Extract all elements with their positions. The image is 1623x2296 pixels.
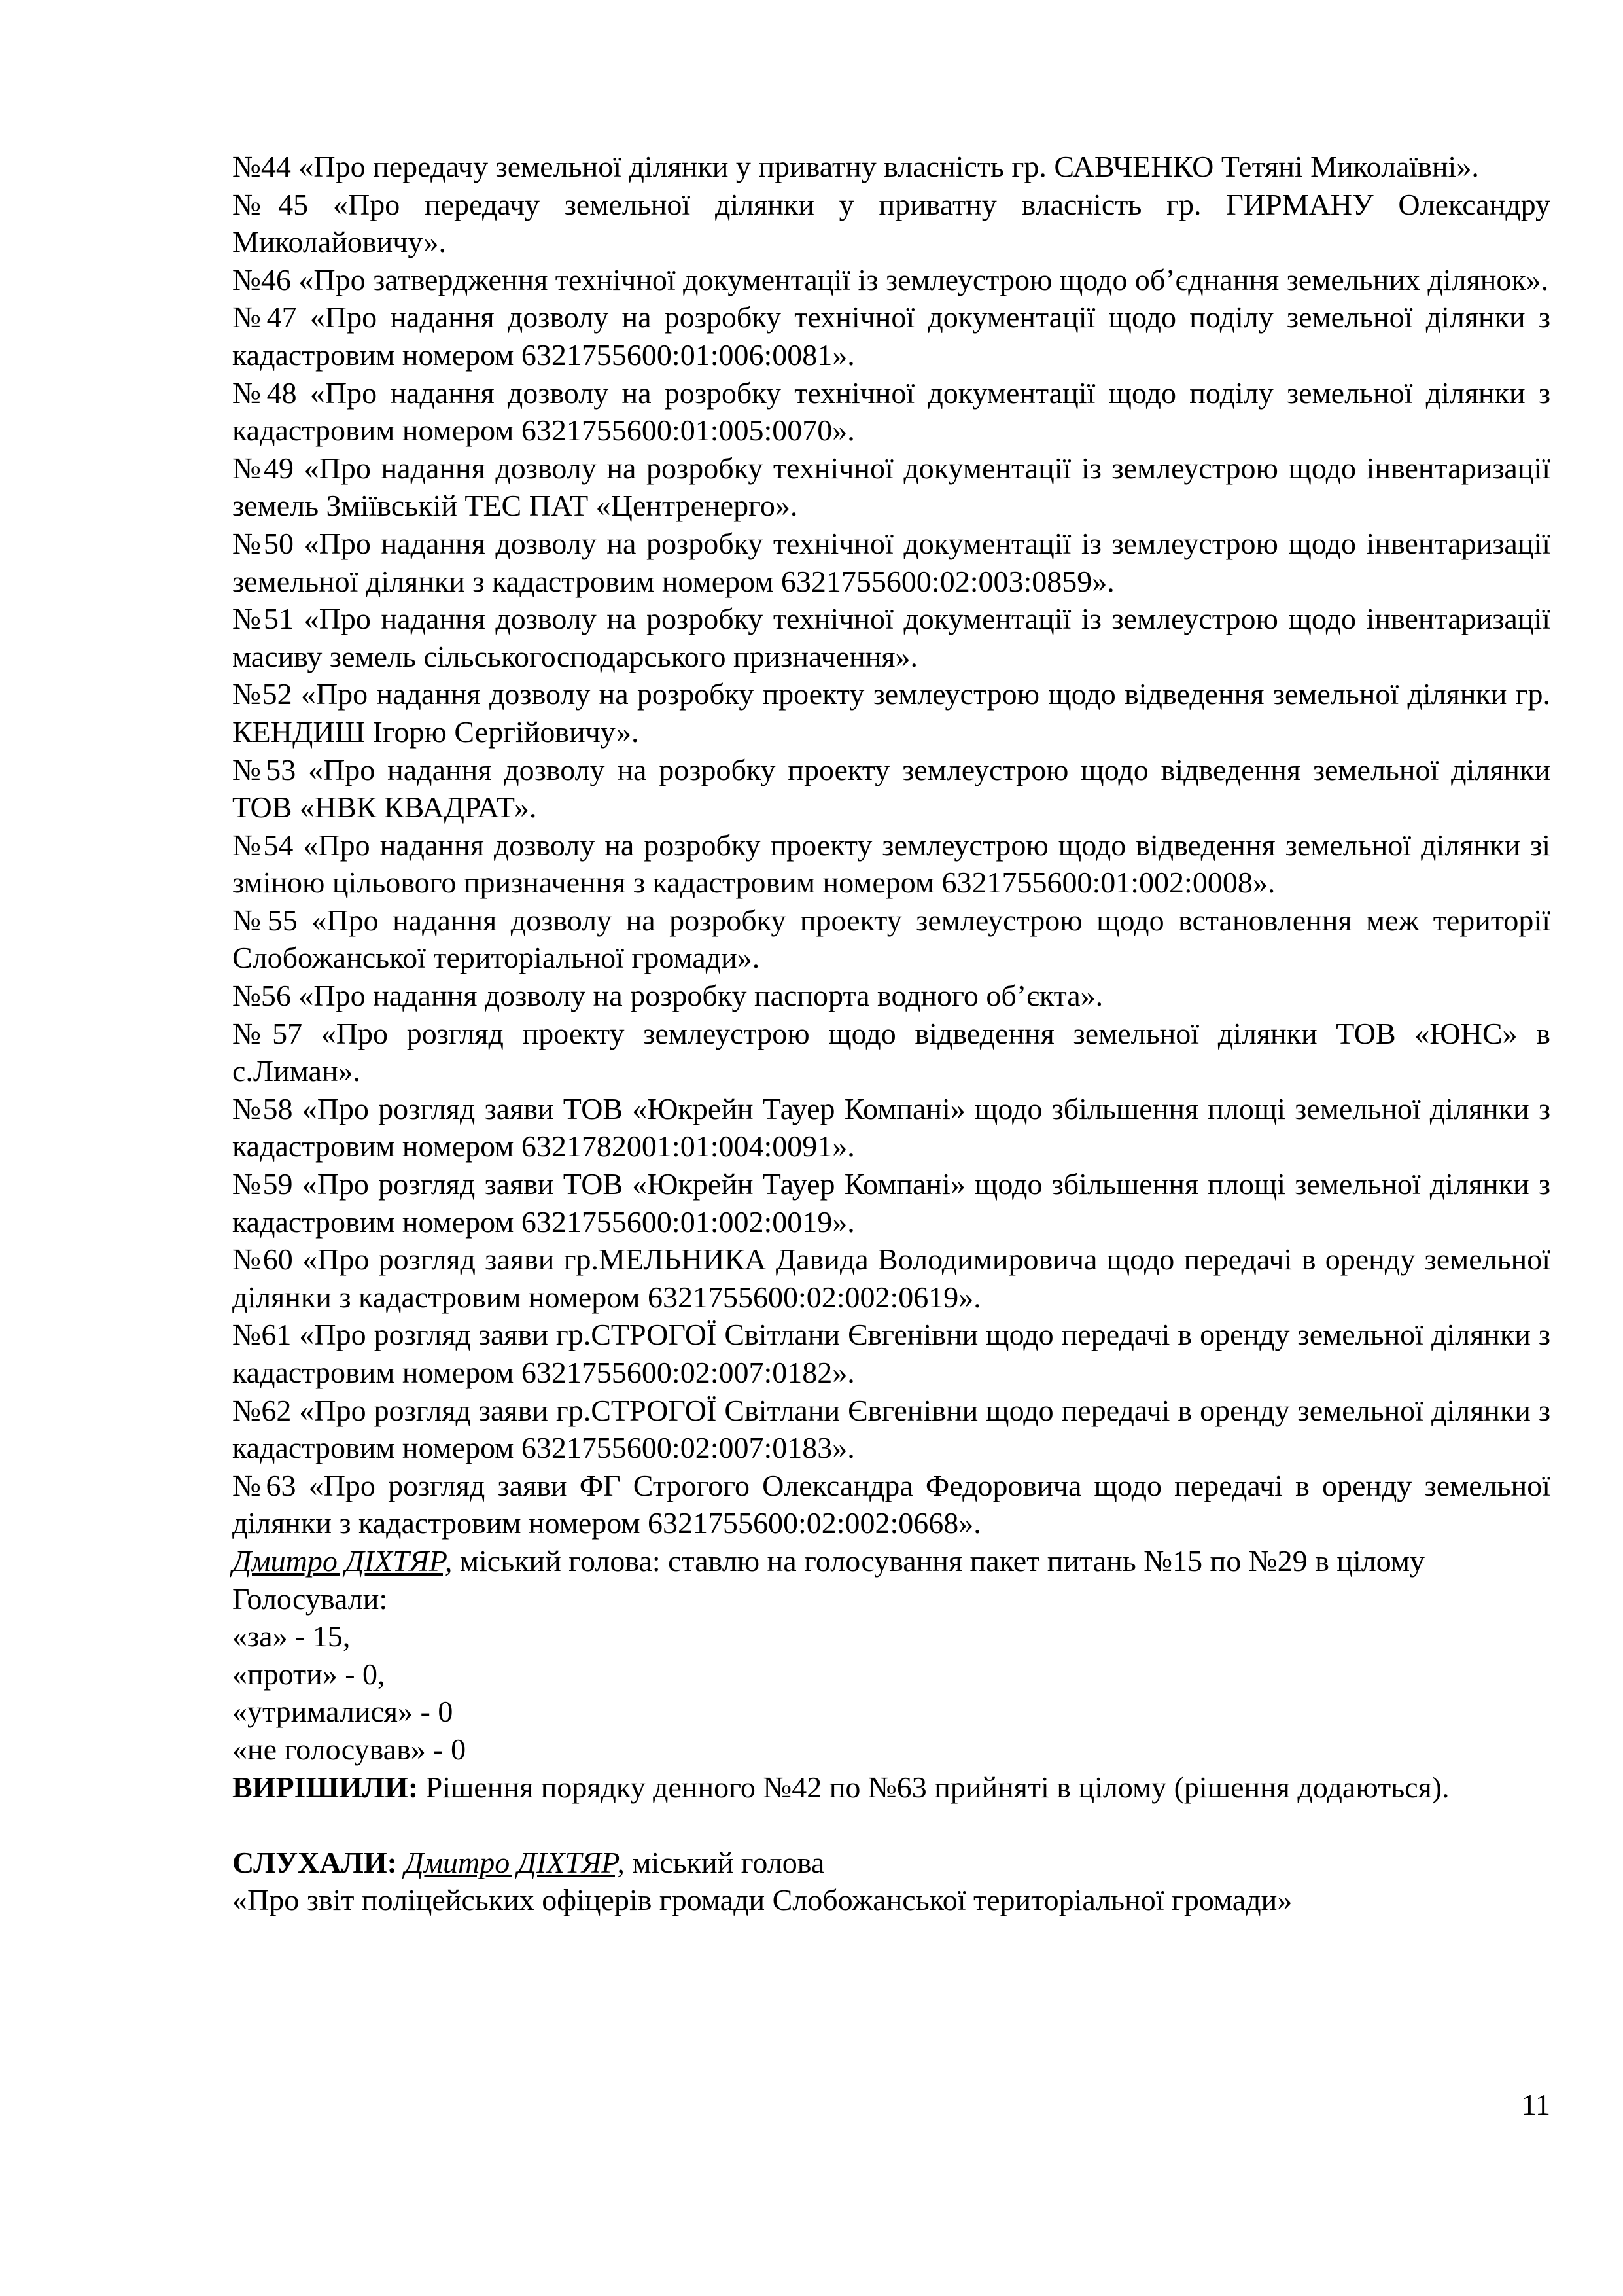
agenda-item-51: №51 «Про надання дозволу на розробку технічної документації із землеустрою щодо інвентаризації масиву земель сільськогосподарського призначення».: [232, 602, 1550, 673]
agenda-item-60: №60 «Про розгляд заяви гр.МЕЛЬНИКА Давида Володимировича щодо передачі в оренду земельної ділянки з кадастровим номером 6321755600:02:002:0619».: [232, 1243, 1550, 1314]
agenda-item-53: №53 «Про надання дозволу на розробку проекту землеустрою щодо відведення земельної ділянки ТОВ «НВК КВАДРАТ».: [232, 752, 1550, 824]
agenda-item-49: №49 «Про надання дозволу на розробку технічної документації із землеустрою щодо інвентаризації земель Зміївській ТЕС ПАТ «Центренерго».: [232, 451, 1550, 523]
vote-call: [232, 1542, 1550, 1580]
vote-call-text: міський голова: ставлю на голосування пакет питань №15 по №29 в цілому: [452, 1544, 1425, 1578]
agenda-item-62: №62 «Про розгляд заяви гр.СТРОГОЇ Світлани Євгенівни щодо передачі в оренду земельної ділянки з кадастровим номером 6321755600:02:007:0183».: [232, 1393, 1550, 1465]
heard-line: [232, 1844, 1550, 1882]
agenda-item-55: №55 «Про надання дозволу на розробку проекту землеустрою щодо встановлення меж території Слобожанської територіальної громади».: [232, 903, 1550, 975]
agenda-item-47: №47 «Про надання дозволу на розробку технічної документації щодо поділу земельної ділянки з кадастровим номером 6321755600:01:006:0081».: [232, 300, 1550, 372]
voting-results: [232, 1580, 1550, 1769]
heard-label: СЛУХАЛИ:: [232, 1845, 397, 1879]
decision-text: Рішення порядку денного №42 по №63 прийняті в цілому (рішення додаються).: [418, 1770, 1450, 1804]
section-gap: [232, 1806, 1550, 1844]
vote-against: «проти» - 0,: [232, 1657, 385, 1691]
heard-role: міський голова: [624, 1845, 825, 1879]
agenda-item-59: №59 «Про розгляд заяви ТОВ «Юкрейн Тауер Компані» щодо збільшення площі земельної ділянки з кадастровим номером 6321755600:01:002:0019».: [232, 1167, 1550, 1239]
agenda-item-61: №61 «Про розгляд заяви гр.СТРОГОЇ Світлани Євгенівни щодо передачі в оренду земельної ділянки з кадастровим номером 6321755600:02:007:0182».: [232, 1318, 1550, 1389]
agenda-item-50: №50 «Про надання дозволу на розробку технічної документації із землеустрою щодо інвентаризації земельної ділянки з кадастровим номером 6321755600:02:003:0859».: [232, 526, 1550, 598]
heard-topic: «Про звіт поліцейських офіцерів громади Слобожанської територіальної громади»: [232, 1883, 1293, 1917]
decision: [232, 1769, 1550, 1807]
agenda-item-45: №45 «Про передачу земельної ділянки у приватну власність гр. ГИРМАНУ Олександру Миколайовичу».: [232, 187, 1550, 259]
agenda-item-52: №52 «Про надання дозволу на розробку проекту землеустрою щодо відведення земельної ділянки гр. КЕНДИШ Ігорю Сергійовичу».: [232, 677, 1550, 749]
agenda-item-58: №58 «Про розгляд заяви ТОВ «Юкрейн Тауер Компані» щодо збільшення площі земельної ділянки з кадастровим номером 6321782001:01:004:0091».: [232, 1091, 1550, 1163]
agenda-item-48: №48 «Про надання дозволу на розробку технічної документації щодо поділу земельної ділянки з кадастровим номером 6321755600:01:005:0070».: [232, 376, 1550, 448]
agenda-item-46: №46 «Про затвердження технічної документації із землеустрою щодо об’єднання земельних ділянок».: [232, 262, 1549, 296]
vote-not-voted: «не голосував» - 0: [232, 1732, 466, 1766]
agenda-item-54: №54 «Про надання дозволу на розробку проекту землеустрою щодо відведення земельної ділянки зі зміною цільового призначення з кадастровим номером 6321755600:01:002:0008».: [232, 828, 1550, 900]
agenda-list: [232, 148, 1550, 1542]
document-page: [232, 148, 1550, 1919]
agenda-item-57: №57 «Про розгляд проекту землеустрою щодо відведення земельної ділянки ТОВ «ЮНС» в с.Лиман».: [232, 1016, 1550, 1088]
agenda-item-56: №56 «Про надання дозволу на розробку паспорта водного об’єкта».: [232, 979, 1104, 1013]
page-number: 11: [1521, 2088, 1550, 2121]
decision-label: ВИРІШИЛИ:: [232, 1770, 419, 1804]
agenda-item-63: №63 «Про розгляд заяви ФГ Строгого Олександра Федоровича щодо передачі в оренду земельної ділянки з кадастровим номером 6321755600:02:002:0668».: [232, 1468, 1550, 1540]
speaker-name: Дмитро ДІХТЯР,: [232, 1544, 453, 1578]
heard-speaker: Дмитро ДІХТЯР,: [404, 1845, 625, 1879]
vote-for: «за» - 15,: [232, 1619, 351, 1653]
vote-abstained: «утрималися» - 0: [232, 1695, 453, 1729]
voting-heading: Голосували:: [232, 1581, 388, 1616]
agenda-item-44: №44 «Про передачу земельної ділянки у приватну власність гр. САВЧЕНКО Тетяні Миколаївні».: [232, 150, 1479, 183]
